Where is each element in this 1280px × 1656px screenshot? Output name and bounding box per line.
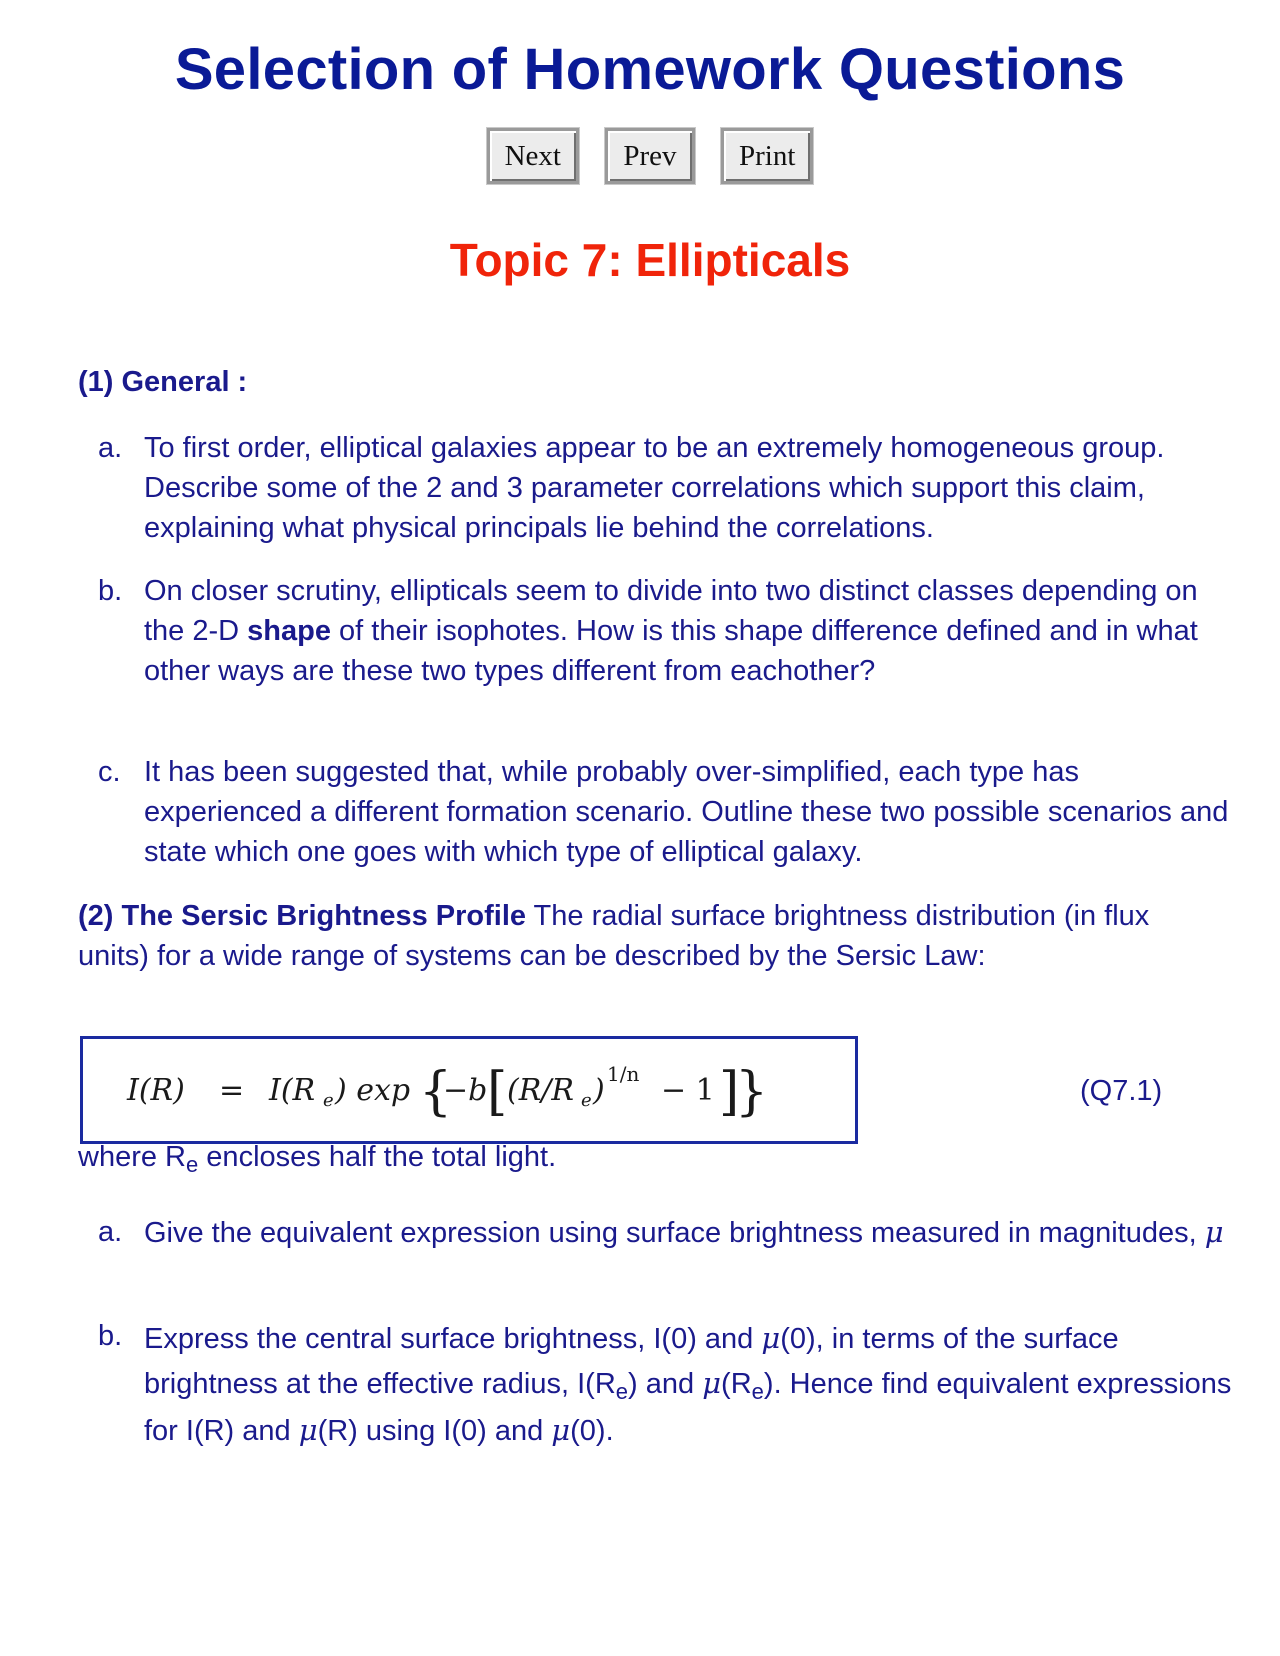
section-heading-general: (1) General : bbox=[78, 366, 248, 398]
question-1c bbox=[98, 752, 1238, 872]
equation-rhs-a: I(R bbox=[269, 1073, 316, 1108]
section-heading-sersic: (2) The Sersic Brightness Profile bbox=[78, 900, 527, 932]
brace-close: } bbox=[735, 1062, 769, 1122]
question-letter: c. bbox=[98, 756, 121, 788]
page-title: Selection of Homework Questions bbox=[174, 37, 1126, 102]
section-2-intro: (2) The Sersic Brightness Profile The radial surface brightness distribution (in flux units) for a wide range of systems can be described by the Sersic Law: bbox=[78, 900, 1150, 972]
question-1a bbox=[98, 428, 1238, 548]
equation-box bbox=[80, 1036, 858, 1144]
equation-exponent: 1/n bbox=[607, 1062, 640, 1086]
question-letter: b. bbox=[98, 1320, 123, 1352]
question-text: Give the equivalent expression using surface brightness measured in magnitudes, μ bbox=[144, 1215, 1224, 1249]
prev-button[interactable]: Prev bbox=[605, 128, 694, 184]
question-2b bbox=[98, 1316, 1238, 1453]
equation-lhs: I(R) bbox=[127, 1073, 185, 1108]
print-button[interactable]: Print bbox=[721, 128, 813, 184]
equation-minus-one: − 1 bbox=[661, 1073, 715, 1108]
sersic-equation bbox=[83, 1039, 855, 1141]
question-letter: a. bbox=[98, 1216, 123, 1248]
equation-ratio-b: ) bbox=[593, 1073, 605, 1108]
bracket-open: [ bbox=[487, 1062, 508, 1122]
question-letter: a. bbox=[98, 432, 123, 464]
equation-ratio-a: (R/R bbox=[507, 1073, 574, 1108]
question-text: Express the central surface brightness, I(0) and μ(0), in terms of the surface brightness at the effective radius, $I(R_e)$ and $\mu(R_e)$. Hence find equivalent expressions for I(R) and μ(R) using I(0) and μ(0). bbox=[144, 1321, 1232, 1447]
next-button[interactable]: Next bbox=[487, 128, 579, 184]
equation-minus-b: −b bbox=[443, 1073, 488, 1108]
equation-label: (Q7.1) bbox=[1080, 1075, 1163, 1107]
bold-term: shape bbox=[247, 615, 331, 647]
topic-title: Topic 7: Ellipticals bbox=[449, 234, 851, 286]
equation-rhs-b: ) exp bbox=[335, 1073, 411, 1108]
question-text: It has been suggested that, while probably over-simplified, each type has experienced a different formation scenario. Outline these two possible scenarios and state which one goes with which type of elliptical galaxy. bbox=[144, 756, 1229, 868]
question-text: On closer scrutiny, ellipticals seem to divide into two distinct classes depending on the 2-D shape of their isophotes. How is this shape difference defined and in what other ways are these two types different from eachother? bbox=[144, 575, 1198, 687]
equation-ratio-sub: e bbox=[581, 1090, 592, 1111]
nav-bar bbox=[0, 128, 1280, 184]
equation-sub-e: e bbox=[323, 1090, 334, 1111]
question-1b bbox=[98, 571, 1238, 691]
bracket-close: ] bbox=[719, 1062, 740, 1122]
where-text: where $R_e$ encloses half the total light. bbox=[78, 1141, 557, 1177]
question-text: To first order, elliptical galaxies appear to be an extremely homogeneous group. Describe some of the 2 and 3 parameter correlations which support this claim, explaining what physical principals lie behind the correlations. bbox=[144, 432, 1165, 544]
question-letter: b. bbox=[98, 575, 123, 607]
equation-equals: = bbox=[219, 1073, 245, 1108]
brace-open: { bbox=[419, 1062, 453, 1122]
question-2a bbox=[98, 1212, 1238, 1253]
